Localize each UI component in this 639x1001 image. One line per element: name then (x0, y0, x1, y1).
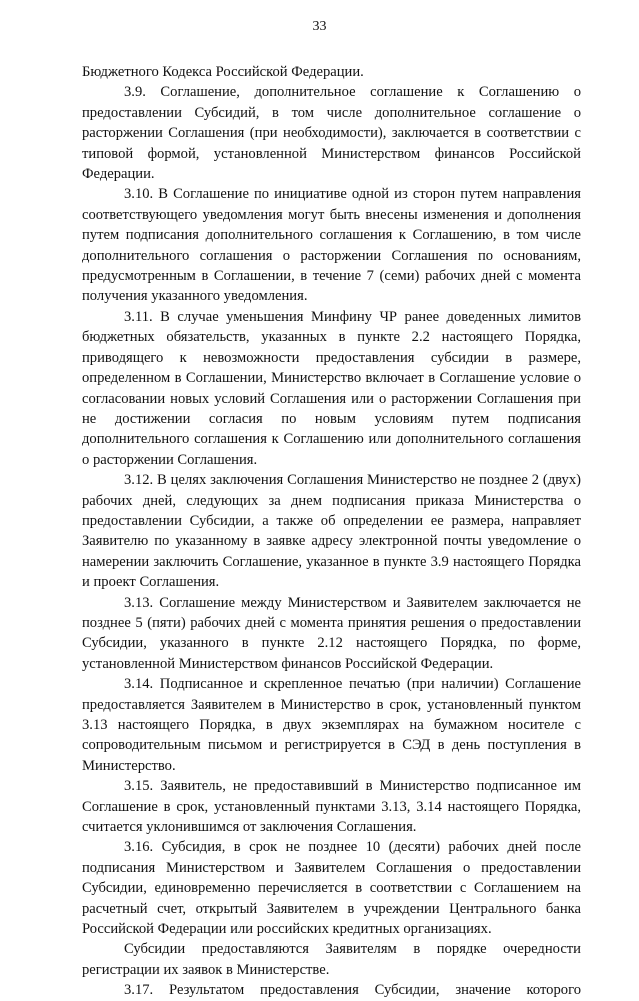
paragraph-3-17: 3.17. Результатом предоставления Субсидии, значение которого (124, 982, 581, 999)
paragraph-3-13: 3.13. Соглашение между Министерством и Заявителем заключается не позднее 5 (пяти) рабочих дней с момента принятия решения о предоставлении Субсидии, указанного в пункте 2.12 настоящего Порядка, по форме, установленной Министерством финансов Российской Федерации. (82, 594, 581, 672)
paragraph-3-10: 3.10. В Соглашение по инициативе одной из сторон путем направления соответствующего уведомления могут быть внесены изменения и дополнения путем подписания дополнительного соглашения к Соглашению, в том числе дополнительного соглашения о расторжении Соглашения по основаниям, предусмотренным в Соглашении, в течение 7 (семи) рабочих дней с момента получения указанного уведомления. (82, 186, 581, 305)
paragraph-subsidy-order: Субсидии предоставляются Заявителям в порядке очередности регистрации их заявок в Министерстве. (82, 941, 581, 978)
paragraph-3-15: 3.15. Заявитель, не предоставивший в Министерство подписанное им Соглашение в срок, установленный пунктами 3.13, 3.14 настоящего Порядка, считается уклонившимся от заключения Соглашения. (82, 778, 581, 836)
paragraph-3-16: 3.16. Субсидия, в срок не позднее 10 (десяти) рабочих дней после подписания Министерством и Заявителем Соглашения о предоставлении Субсидии, единовременно перечисляется в соответствии с Соглашением на расчетный счет, открытый Заявителем в учреждении Центрального банка Российской Федерации или российских кредитных организациях. (82, 839, 581, 938)
document-body (82, 62, 581, 1001)
paragraph-3-11: 3.11. В случае уменьшения Минфину ЧР ранее доведенных лимитов бюджетных обязательств, указанных в пункте 2.2 настоящего Порядка, приводящего к невозможности предоставления субсидии в размере, определенном в Соглашении, Министерство включает в Соглашение условие о согласовании новых условий Соглашения или о расторжении Соглашения при не достижении согласия по новым условиям путем подписания дополнительного соглашения к Соглашению или дополнительного соглашения о расторжении Соглашения. (82, 308, 581, 468)
paragraph-continuation: Бюджетного Кодекса Российской Федерации. (82, 64, 364, 80)
paragraph-3-12: 3.12. В целях заключения Соглашения Министерство не позднее 2 (двух) рабочих дней, следующих за днем подписания приказа Министерства о предоставлении Субсидии, а также об определении ее размера, направляет Заявителю по указанному в заявке адресу электронной почты уведомление о намерении заключить Соглашение, указанное в пункте 3.9 настоящего Порядка и проект Соглашения. (82, 472, 581, 591)
page-number: 33 (312, 19, 327, 34)
paragraph-3-9: 3.9. Соглашение, дополнительное соглашение к Соглашению о предоставлении Субсидий, в том числе дополнительное соглашение о расторжении Соглашения (при необходимости), заключается в соответствии с типовой формой, установленной Министерством финансов Российской Федерации. (82, 84, 581, 183)
paragraph-3-14: 3.14. Подписанное и скрепленное печатью (при наличии) Соглашение предоставляется Заявителем в Министерство в срок, установленный пунктом 3.13 настоящего Порядка, в двух экземплярах на бумажном носителе с сопроводительным письмом и регистрируется в СЭД в день поступления в Министерство. (82, 676, 581, 774)
